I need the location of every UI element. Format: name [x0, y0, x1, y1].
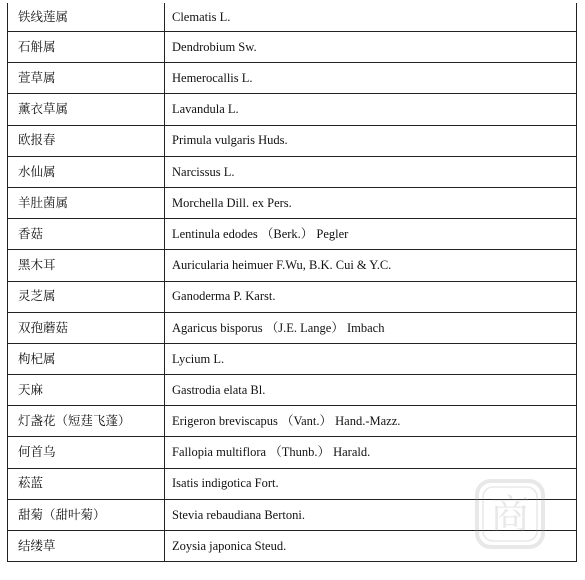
common-name-cell: 水仙属 [8, 156, 165, 187]
table-row [8, 94, 577, 125]
scientific-name-cell: Narcissus L. [165, 156, 577, 187]
scientific-name-cell: Primula vulgaris Huds. [165, 125, 577, 156]
common-name-cell: 香菇 [8, 219, 165, 250]
scientific-name-cell: Erigeron breviscapus （Vant.） Hand.-Mazz. [165, 406, 577, 437]
common-name-cell: 黑木耳 [8, 250, 165, 281]
common-name-cell: 灯盏花（短莛飞蓬） [8, 406, 165, 437]
common-name-cell: 铁线莲属 [8, 3, 165, 32]
table-row [8, 406, 577, 437]
common-name-cell: 何首乌 [8, 437, 165, 468]
table-row [8, 312, 577, 343]
scientific-name-cell: Lycium L. [165, 343, 577, 374]
common-name-cell: 羊肚菌属 [8, 187, 165, 218]
table-row [8, 437, 577, 468]
table-row [8, 219, 577, 250]
table-row [8, 187, 577, 218]
common-name-cell: 枸杞属 [8, 343, 165, 374]
scientific-name-cell: Zoysia japonica Steud. [165, 531, 577, 562]
table-row [8, 32, 577, 63]
common-name-cell: 结缕草 [8, 531, 165, 562]
table-row [8, 156, 577, 187]
table-row [8, 63, 577, 94]
scientific-name-cell: Lavandula L. [165, 94, 577, 125]
scientific-name-cell: Ganoderma P. Karst. [165, 281, 577, 312]
watermark-stamp-icon [474, 478, 546, 550]
common-name-cell: 灵芝属 [8, 281, 165, 312]
table-row [8, 125, 577, 156]
scientific-name-cell: Gastrodia elata Bl. [165, 375, 577, 406]
common-name-cell: 菘蓝 [8, 468, 165, 499]
common-name-cell: 欧报春 [8, 125, 165, 156]
common-name-cell: 石斛属 [8, 32, 165, 63]
common-name-cell: 薰衣草属 [8, 94, 165, 125]
scientific-name-cell: Agaricus bisporus （J.E. Lange） Imbach [165, 312, 577, 343]
common-name-cell: 萱草属 [8, 63, 165, 94]
table-row [8, 3, 577, 32]
scientific-name-cell: Dendrobium Sw. [165, 32, 577, 63]
scientific-name-cell: Lentinula edodes （Berk.） Pegler [165, 219, 577, 250]
table-row [8, 250, 577, 281]
table-row [8, 375, 577, 406]
watermark-glyph: 商 [490, 492, 530, 538]
scientific-name-cell: Stevia rebaudiana Bertoni. [165, 499, 577, 530]
common-name-cell: 天麻 [8, 375, 165, 406]
scientific-name-cell: Hemerocallis L. [165, 63, 577, 94]
table-row [8, 343, 577, 374]
scientific-name-cell: Auricularia heimuer F.Wu, B.K. Cui & Y.C. [165, 250, 577, 281]
scientific-name-cell: Morchella Dill. ex Pers. [165, 187, 577, 218]
table-row [8, 281, 577, 312]
scientific-name-cell: Clematis L. [165, 3, 577, 32]
common-name-cell: 双孢蘑菇 [8, 312, 165, 343]
scientific-name-cell: Fallopia multiflora （Thunb.） Harald. [165, 437, 577, 468]
scientific-name-cell: Isatis indigotica Fort. [165, 468, 577, 499]
common-name-cell: 甜菊（甜叶菊） [8, 499, 165, 530]
